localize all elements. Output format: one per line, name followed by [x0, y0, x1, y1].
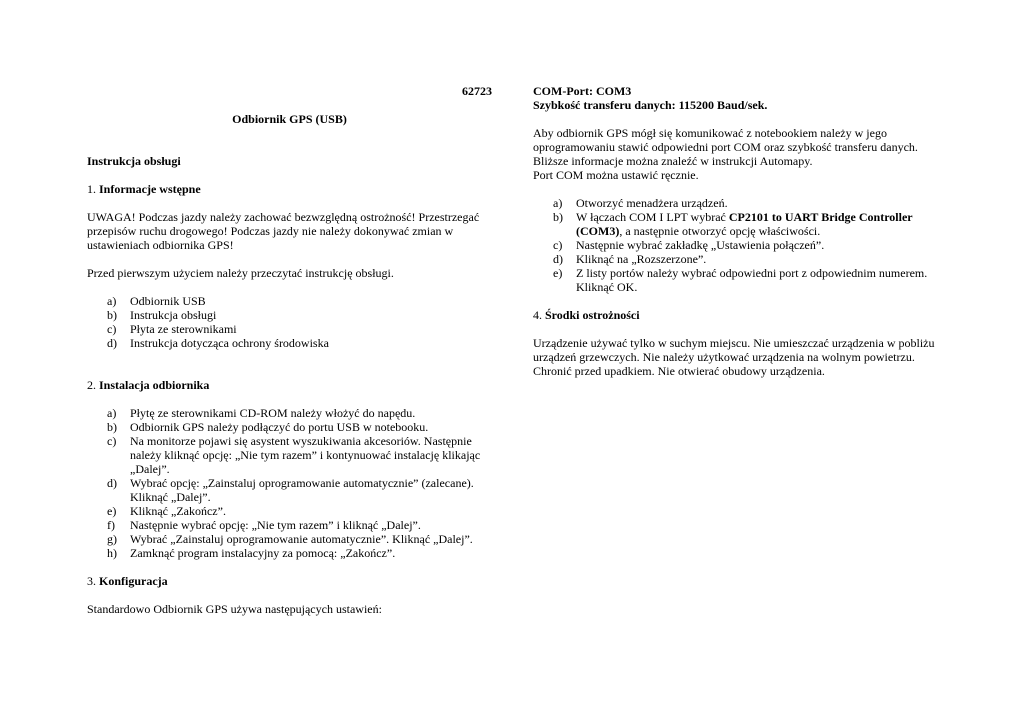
com-config-paragraph: Aby odbiornik GPS mógł się komunikować z notebookiem należy w jego oprogramowaniu stawić odpowiedni port COM oraz szybkość transferu danych. Bliższe informacje można znaleźć w instrukcji Automapy.	[533, 126, 918, 168]
list-marker: a)	[107, 294, 117, 308]
list-item	[87, 546, 492, 560]
list-item-text: Wybrać „Zainstaluj oprogramowanie automatycznie”. Kliknąć „Dalej”.	[130, 532, 473, 546]
list-item	[87, 308, 492, 322]
list-item-text: Następnie wybrać zakładkę „Ustawienia połączeń”.	[576, 238, 825, 252]
baud-rate-setting: Szybkość transferu danych: 115200 Baud/sek.	[533, 98, 768, 112]
list-item-text: Kliknąć na „Rozszerzone”.	[576, 252, 707, 266]
list-marker: c)	[107, 434, 117, 448]
section-3-title: Konfiguracja	[99, 574, 168, 588]
list-marker: a)	[553, 196, 563, 210]
section-1-number: 1.	[87, 182, 99, 196]
list-item	[533, 266, 943, 294]
section-1-title: Informacje wstępne	[99, 182, 201, 196]
list-marker: a)	[107, 406, 117, 420]
list-item	[533, 210, 943, 238]
list-item	[87, 406, 492, 420]
list-item	[87, 420, 492, 434]
left-column	[87, 84, 492, 616]
list-item-text: Następnie wybrać opcję: „Nie tym razem” i kliknąć „Dalej”.	[130, 518, 421, 532]
list-item-text-post: , a następnie otworzyć opcję właściwości.	[619, 224, 821, 238]
list-item	[87, 336, 492, 350]
list-marker: d)	[107, 336, 117, 350]
list-marker: c)	[553, 238, 563, 252]
list-item	[533, 252, 943, 266]
list-marker: b)	[107, 308, 117, 322]
installation-steps-list	[87, 406, 492, 560]
list-item-text: Odbiornik GPS należy podłączyć do portu USB w notebooku.	[130, 420, 429, 434]
com-port-setting: COM-Port: COM3	[533, 84, 632, 98]
list-marker: d)	[553, 252, 563, 266]
section-3-number: 3.	[87, 574, 99, 588]
list-marker: g)	[107, 532, 117, 546]
list-item	[87, 518, 492, 532]
list-marker: e)	[553, 266, 563, 280]
list-item-text: Odbiornik USB	[130, 294, 206, 308]
section-4-number: 4.	[533, 308, 545, 322]
document-title: Odbiornik GPS (USB)	[232, 112, 347, 126]
list-marker: b)	[553, 210, 563, 224]
list-item-text: Na monitorze pojawi się asystent wyszukiwania akcesoriów. Następnie należy kliknąć opcję: „Nie tym razem” i kontynuować instalację klikając „Dalej”.	[130, 434, 481, 476]
section-2-title: Instalacja odbiornika	[99, 378, 210, 392]
list-item-text: Płytę ze sterownikami CD-ROM należy włożyć do napędu.	[130, 406, 416, 420]
list-item	[87, 322, 492, 336]
list-item-text-bold: CP2101 to UART Bridge Controller (COM3)	[576, 210, 913, 238]
list-item	[533, 238, 943, 252]
product-number: 62723	[462, 84, 492, 98]
section-1-heading	[87, 182, 492, 196]
read-first-text: Przed pierwszym użyciem należy przeczytać instrukcję obsługi.	[87, 266, 394, 280]
manual-heading: Instrukcja obsługi	[87, 154, 181, 168]
list-item-text: Płyta ze sterownikami	[130, 322, 237, 336]
list-item-text: Otworzyć menadżera urządzeń.	[576, 196, 728, 210]
section-4-heading	[533, 308, 943, 322]
section-3-heading	[87, 574, 492, 588]
safety-paragraph: Urządzenie używać tylko w suchym miejscu. Nie umieszczać urządzenia w pobliżu urządzeń grzewczych. Nie należy użytkować urządzenia na wolnym powietrzu. Chronić przed upadkiem. Nie otwierać obudowy urządzenia.	[533, 336, 935, 378]
list-marker: e)	[107, 504, 117, 518]
list-marker: h)	[107, 546, 117, 560]
manual-com-paragraph: Port COM można ustawić ręcznie.	[533, 168, 699, 182]
list-item	[533, 196, 943, 210]
list-item-text-pre: W łączach COM I LPT wybrać	[576, 210, 729, 224]
list-item	[87, 294, 492, 308]
com-steps-list	[533, 196, 943, 294]
list-item	[87, 532, 492, 546]
list-marker: b)	[107, 420, 117, 434]
warning-text: UWAGA! Podczas jazdy należy zachować bezwzględną ostrożność! Przestrzegać przepisów ruchu drogowego! Podczas jazdy nie należy dokonywać zmian w ustawieniach odbiornika GPS!	[87, 210, 480, 252]
list-item	[87, 504, 492, 518]
package-contents-list	[87, 294, 492, 350]
list-marker: c)	[107, 322, 117, 336]
list-item	[87, 476, 492, 504]
list-marker: f)	[107, 518, 115, 532]
list-item-text: Wybrać opcję: „Zainstaluj oprogramowanie automatycznie” (zalecane). Kliknąć „Dalej”.	[130, 476, 474, 504]
list-item	[87, 434, 492, 476]
right-column	[533, 84, 943, 378]
list-item-text: Instrukcja obsługi	[130, 308, 217, 322]
list-item-text: Z listy portów należy wybrać odpowiedni port z odpowiednim numerem. Kliknąć OK.	[576, 266, 928, 294]
list-item-text: Zamknąć program instalacyjny za pomocą: „Zakończ”.	[130, 546, 396, 560]
standard-settings-text: Standardowo Odbiornik GPS używa następujących ustawień:	[87, 602, 382, 616]
section-2-heading	[87, 378, 492, 392]
section-4-title: Środki ostrożności	[545, 308, 640, 322]
list-item-text: Instrukcja dotycząca ochrony środowiska	[130, 336, 329, 350]
list-marker: d)	[107, 476, 117, 490]
section-2-number: 2.	[87, 378, 99, 392]
list-item-text: Kliknąć „Zakończ”.	[130, 504, 226, 518]
